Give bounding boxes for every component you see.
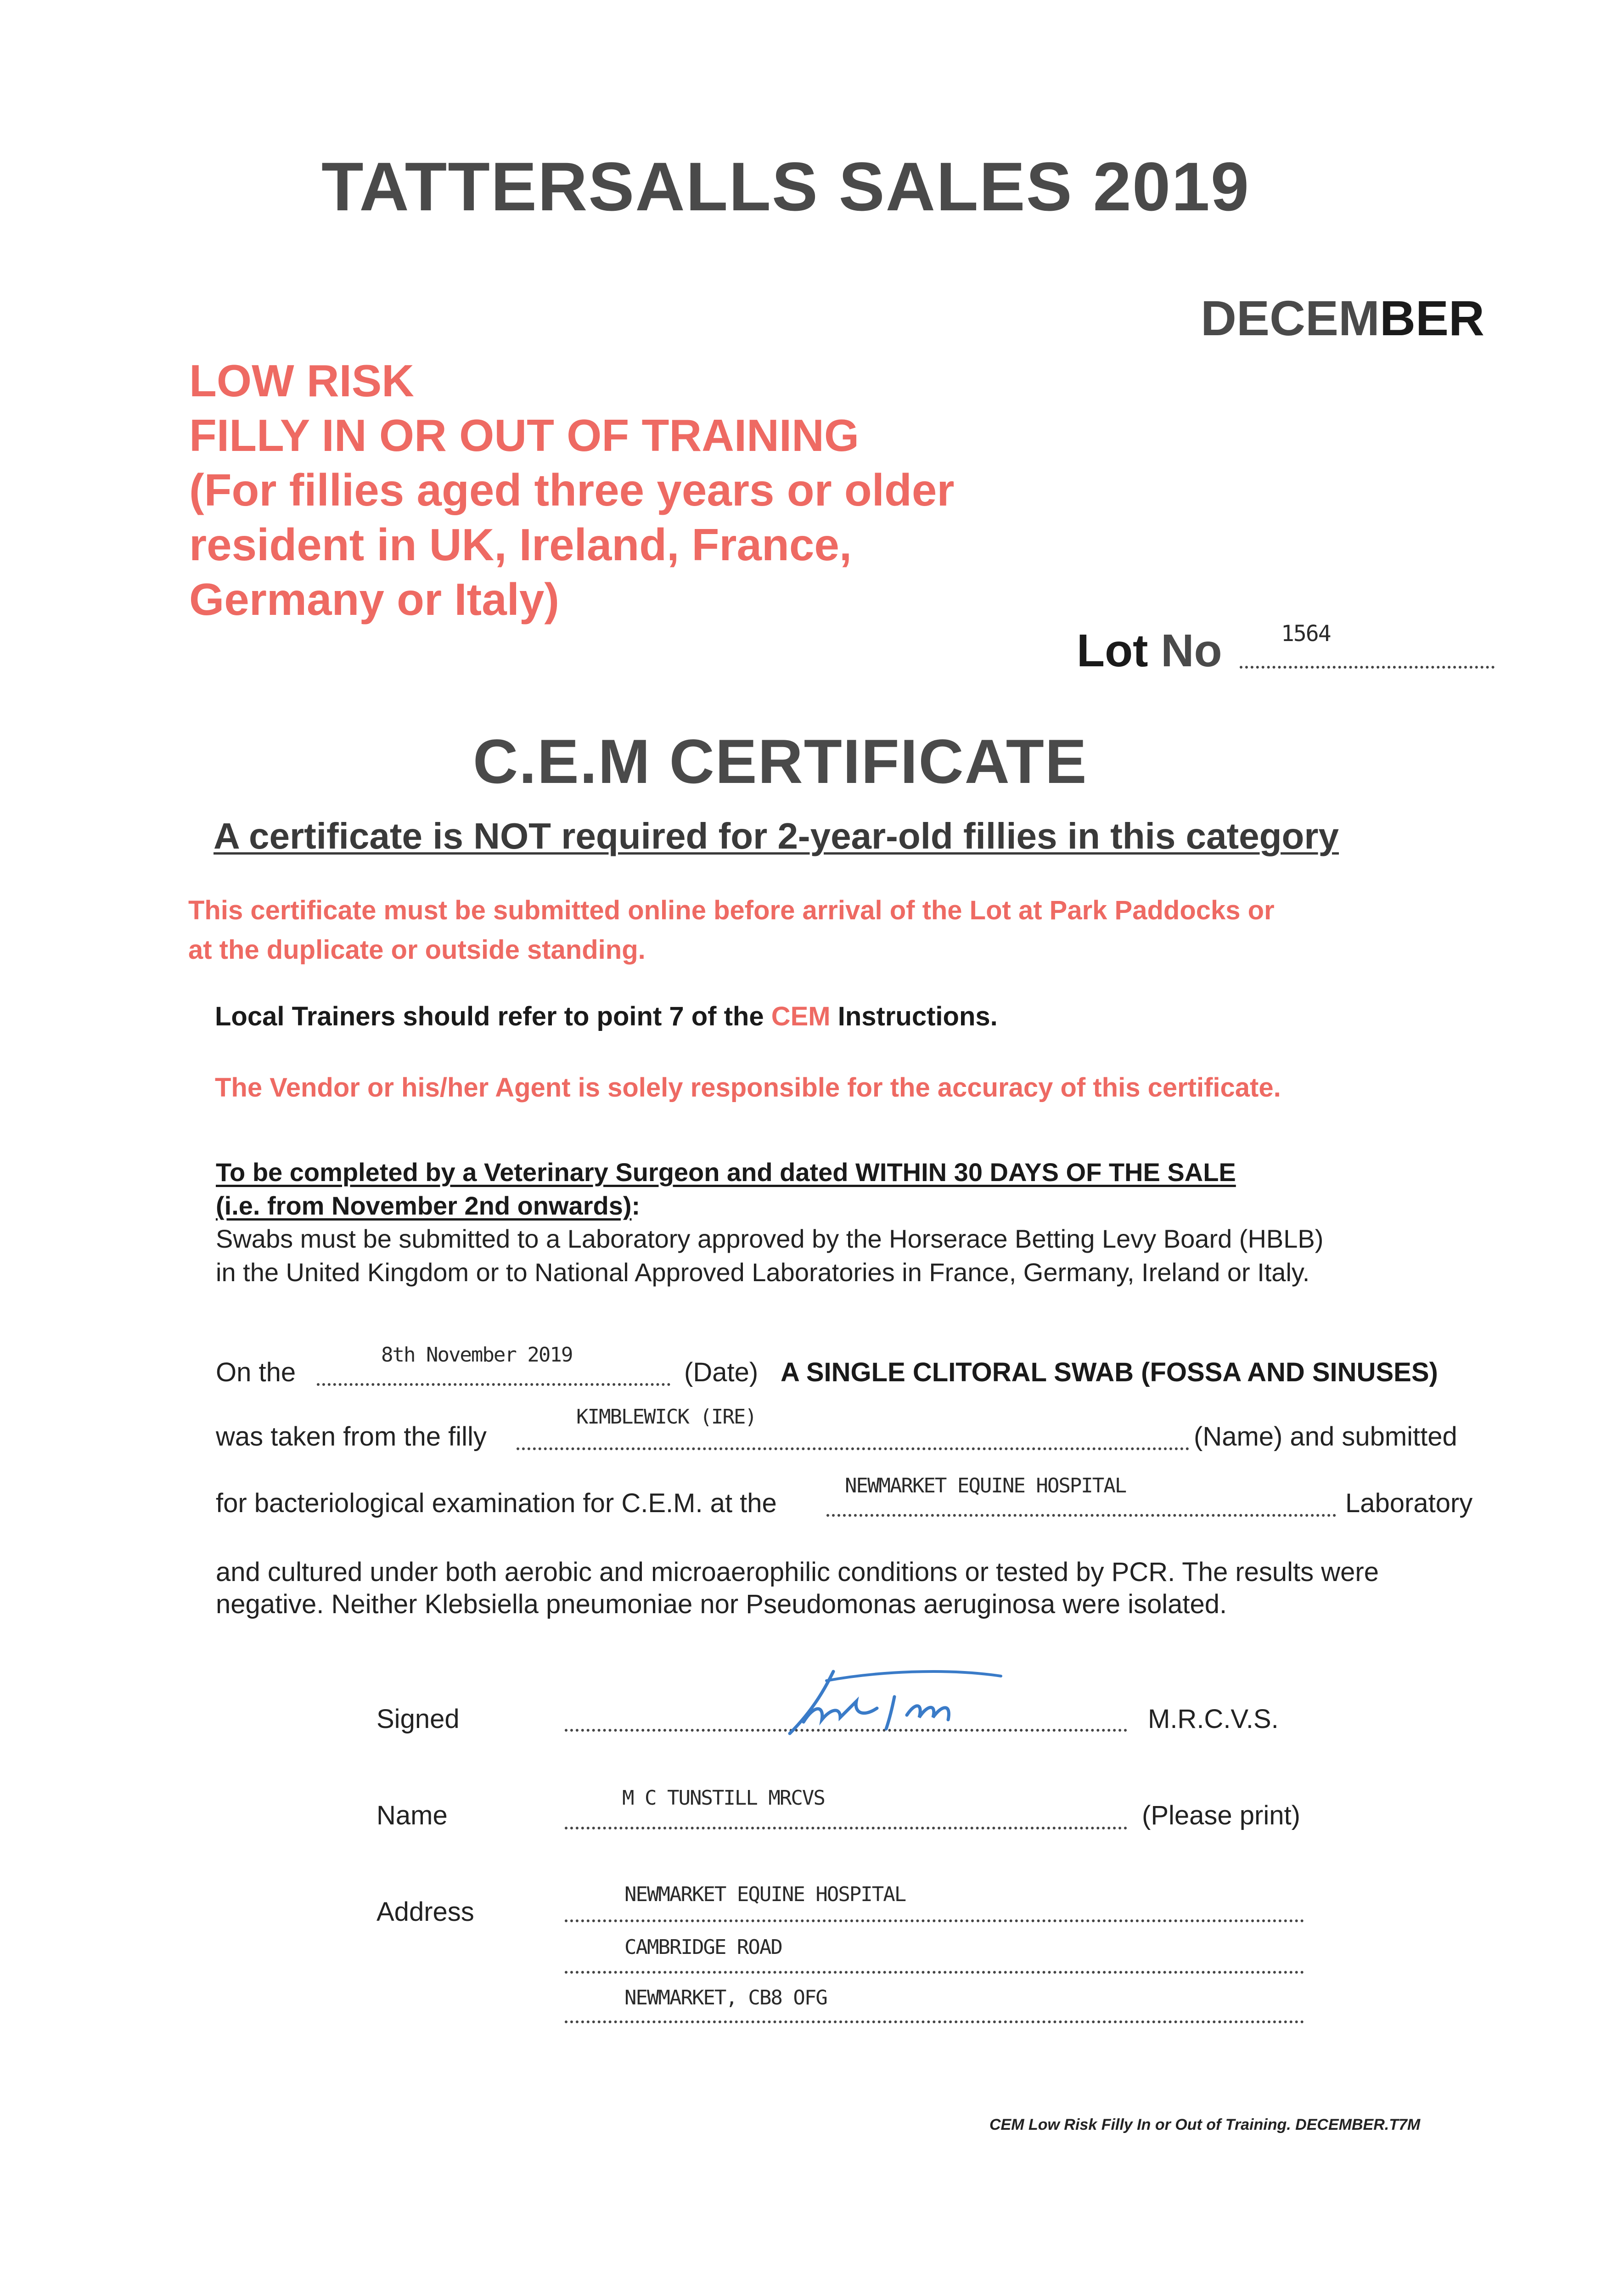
document-title: TATTERSALLS SALES 2019	[321, 148, 1250, 225]
submission-notice	[188, 891, 1275, 970]
category-line-1: LOW RISK	[189, 355, 414, 406]
address-line-3: NEWMARKET, CB8 OFG	[624, 1986, 827, 2009]
trainers-notice-post: Instructions.	[830, 1002, 998, 1031]
category-block	[189, 354, 955, 627]
results-line-1: and cultured under both aerobic and microaerophilic conditions or tested by PCR. The results were	[216, 1557, 1379, 1587]
filly-name-value: KIMBLEWICK (IRE)	[576, 1405, 756, 1429]
no-label: No	[1161, 625, 1222, 676]
address-line-2: CAMBRIDGE ROAD	[624, 1936, 782, 1959]
lot-number-dots	[1240, 666, 1495, 669]
instructions-heading-2-text: (i.e. from November 2nd onwards)	[216, 1191, 632, 1220]
sale-month	[1201, 289, 1484, 347]
signature	[771, 1653, 1010, 1745]
category-line-2: FILLY IN OR OUT OF TRAINING	[189, 410, 860, 461]
date-label: (Date)	[684, 1357, 759, 1387]
category-line-3: (For fillies aged three years or older	[189, 465, 955, 515]
on-the-label: On the	[216, 1357, 296, 1387]
lot-label: Lot	[1077, 625, 1148, 676]
certificate-title: C.E.M CERTIFICATE	[473, 726, 1088, 796]
instructions-heading-1: To be completed by a Veterinary Surgeon and dated WITHIN 30 DAYS OF THE SALE	[216, 1158, 1236, 1187]
lab-name-value: NEWMARKET EQUINE HOSPITAL	[845, 1474, 1126, 1497]
date-field-value: 8th November 2019	[381, 1343, 573, 1367]
sale-month-part1: DECEM	[1201, 290, 1380, 346]
mrcvs-label: M.R.C.V.S.	[1148, 1704, 1279, 1734]
name-label: Name	[376, 1801, 448, 1830]
address-label: Address	[376, 1897, 474, 1927]
exam-label: for bacteriological examination for C.E.M. at the	[216, 1488, 777, 1518]
filly-name-dots	[517, 1447, 1189, 1450]
category-line-4: resident in UK, Ireland, France,	[189, 519, 852, 570]
swab-description: A SINGLE CLITORAL SWAB (FOSSA AND SINUSES)	[781, 1357, 1438, 1387]
name-submitted-label: (Name) and submitted	[1194, 1422, 1457, 1452]
signed-label: Signed	[376, 1704, 460, 1734]
trainers-notice-pre: Local Trainers should refer to point 7 of the	[215, 1002, 771, 1031]
address-line-2-dots	[565, 1971, 1304, 1974]
address-line-1-dots	[565, 1919, 1304, 1922]
category-line-5: Germany or Italy)	[189, 574, 560, 625]
lot-number-value: 1564	[1281, 621, 1331, 647]
vendor-notice: The Vendor or his/her Agent is solely responsible for the accuracy of this certificate.	[215, 1073, 1281, 1103]
submission-notice-line-1: This certificate must be submitted online before arrival of the Lot at Park Paddocks or	[188, 895, 1275, 925]
please-print-label: (Please print)	[1142, 1801, 1300, 1830]
sale-month-part2: BER	[1380, 290, 1485, 346]
instructions-heading-2-colon: :	[631, 1191, 641, 1220]
address-line-3-dots	[565, 2020, 1304, 2023]
name-field-dots	[565, 1827, 1127, 1829]
address-line-1: NEWMARKET EQUINE HOSPITAL	[624, 1883, 906, 1906]
footer-reference: CEM Low Risk Filly In or Out of Training. DECEMBER.T7M	[989, 2116, 1421, 2133]
taken-from-label: was taken from the filly	[216, 1422, 487, 1452]
trainers-notice	[215, 1001, 998, 1032]
submission-notice-line-2: at the duplicate or outside standing.	[188, 935, 646, 965]
not-required-notice: A certificate is NOT required for 2-year-old fillies in this category	[214, 816, 1339, 856]
date-field-dots	[317, 1383, 670, 1386]
instructions-line-1: Swabs must be submitted to a Laboratory approved by the Horserace Betting Levy Board (HBLB)	[216, 1224, 1324, 1253]
name-field-value: M C TUNSTILL MRCVS	[622, 1786, 825, 1810]
lab-name-dots	[826, 1514, 1336, 1517]
lot-number-label	[1077, 625, 1222, 677]
instructions-line-2: in the United Kingdom or to National Approved Laboratories in France, Germany, Ireland or Italy.	[216, 1258, 1310, 1287]
results-line-2: negative. Neither Klebsiella pneumoniae nor Pseudomonas aeruginosa were isolated.	[216, 1589, 1227, 1619]
trainers-notice-cem: CEM	[771, 1002, 831, 1031]
instructions-heading-2	[216, 1191, 640, 1221]
laboratory-label: Laboratory	[1345, 1488, 1473, 1518]
